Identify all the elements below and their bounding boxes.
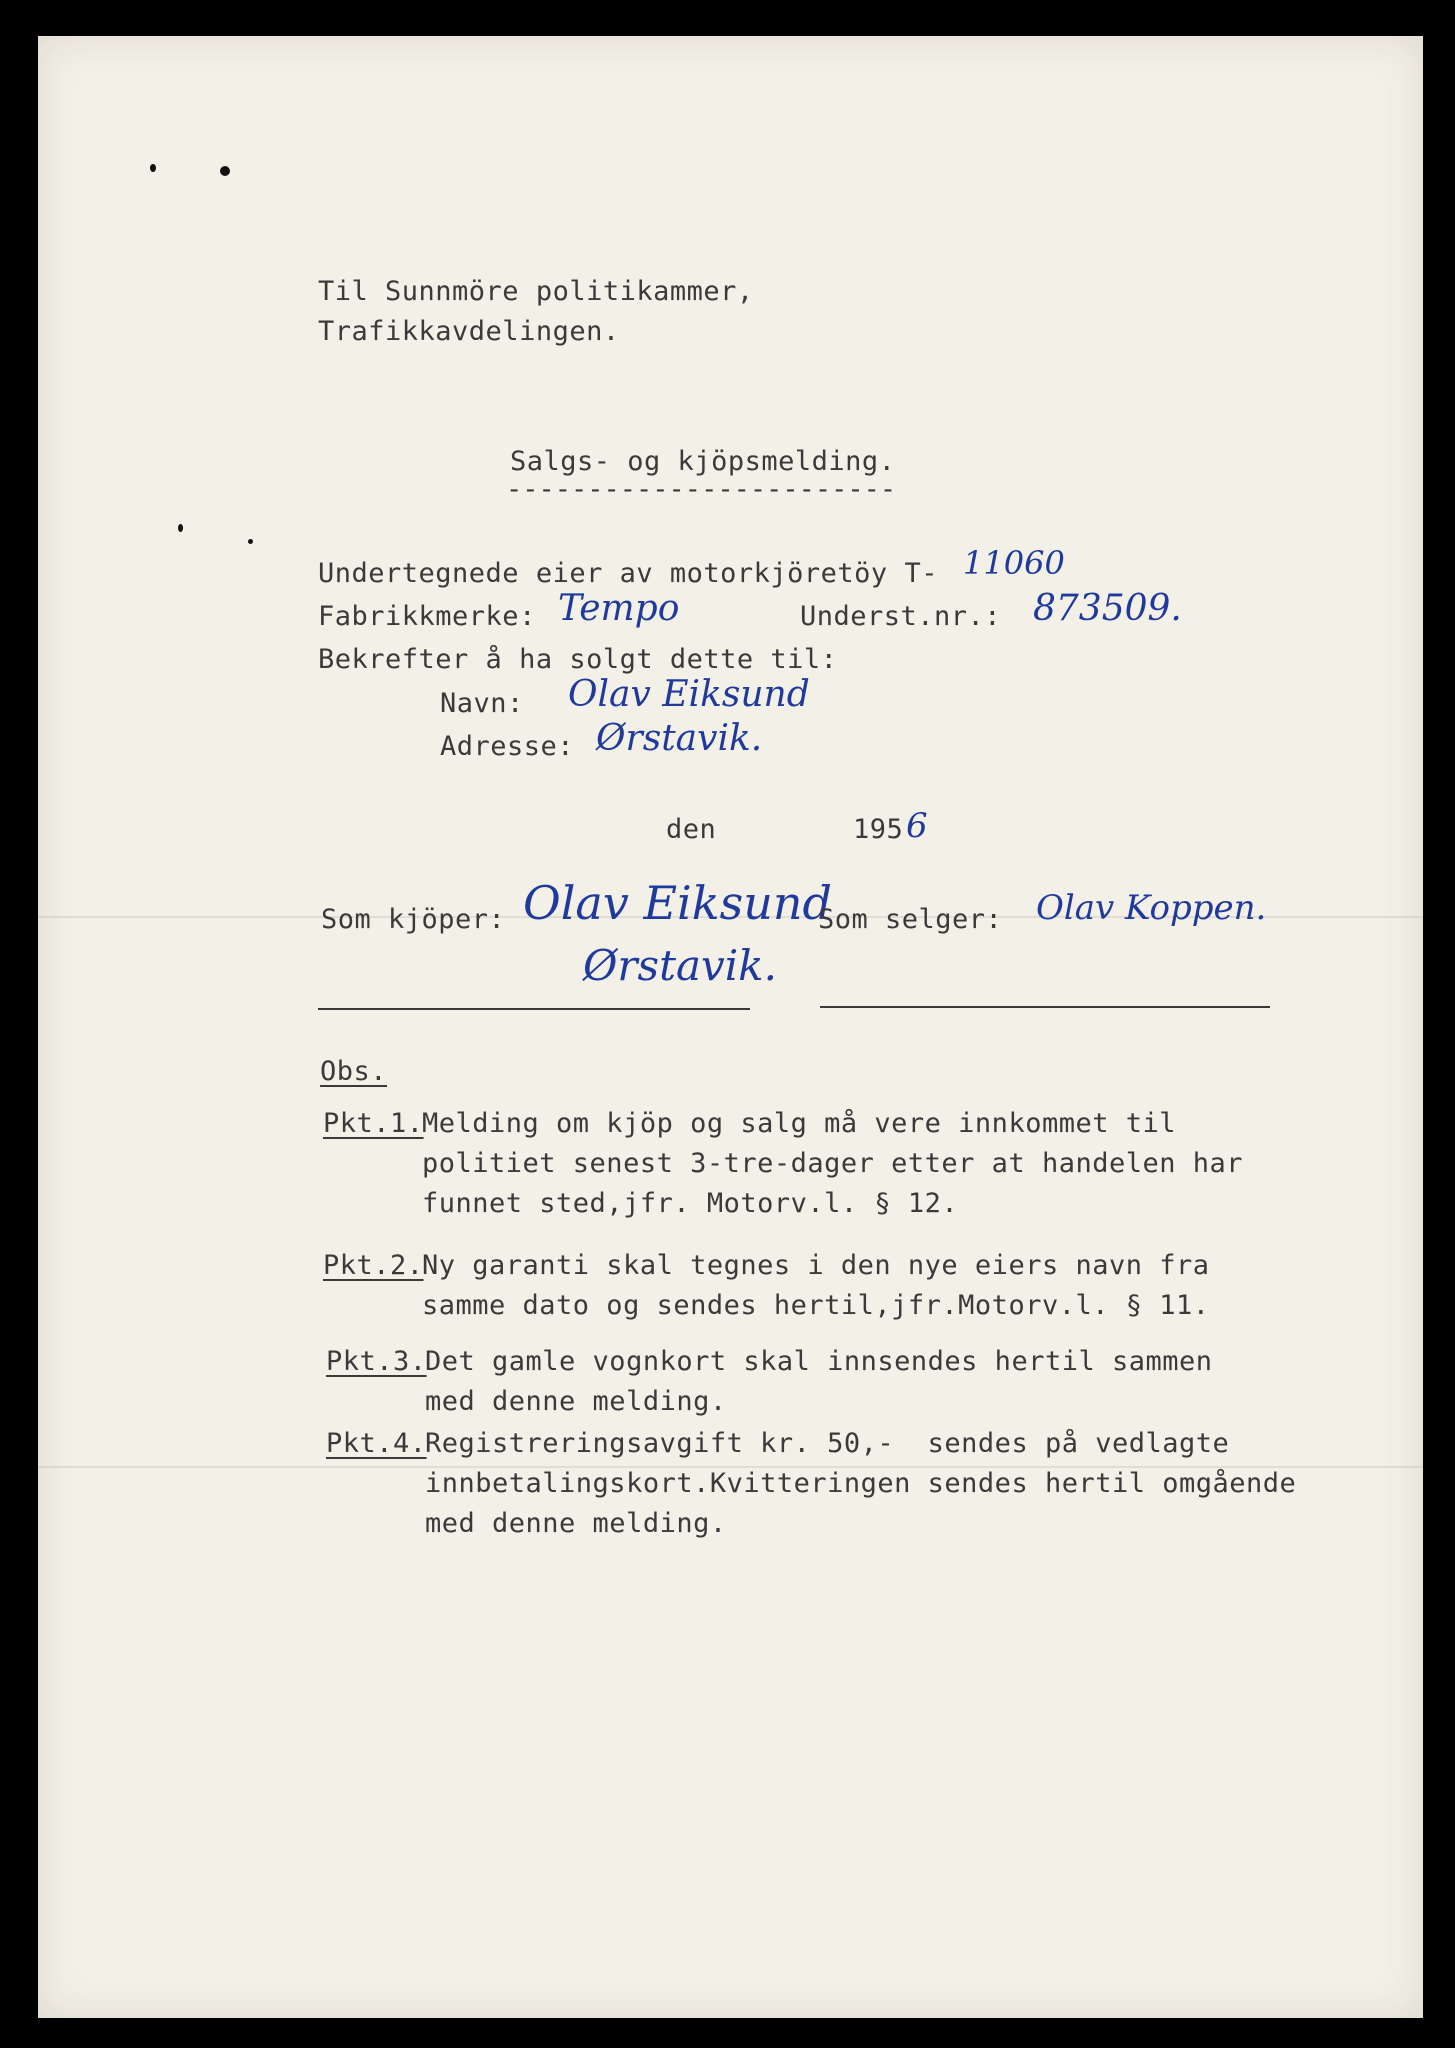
- note-1-line-3: funnet sted,jfr. Motorv.l. § 12.: [422, 1188, 959, 1219]
- note-4-line-2: innbetalingskort.Kvitteringen sendes hertil omgående: [425, 1468, 1297, 1499]
- buyer-label: Som kjöper:: [321, 904, 506, 935]
- title-dashed-underline: ------------------------: [506, 474, 897, 505]
- brand-label: Fabrikkmerke:: [318, 601, 536, 632]
- address-label: Adresse:: [440, 731, 575, 762]
- buyer-name-handwritten: Olav Eiksund: [568, 674, 810, 715]
- vehicle-number-handwritten: 11060: [963, 544, 1065, 582]
- note-1-line-1: Melding om kjöp og salg må vere innkommet til: [422, 1108, 1176, 1139]
- document-title: Salgs- og kjöpsmelding.: [510, 446, 896, 477]
- note-1-label: Pkt.1.: [323, 1108, 424, 1139]
- obs-heading: Obs.: [320, 1056, 388, 1087]
- brand-handwritten: Tempo: [558, 588, 680, 629]
- note-4-label: Pkt.4.: [326, 1428, 427, 1459]
- name-label: Navn:: [440, 688, 524, 719]
- seller-label: Som selger:: [818, 904, 1003, 935]
- date-year-typed: 195: [853, 814, 904, 845]
- vehicle-label: Undertegnede eier av motorkjöretöy T-: [318, 558, 938, 589]
- note-2-line-1: Ny garanti skal tegnes i den nye eiers navn fra: [422, 1250, 1210, 1281]
- buyer-address-handwritten: Ørstavik.: [596, 718, 763, 759]
- ink-speck: [220, 166, 230, 176]
- document-page: [38, 36, 1423, 2018]
- note-4-line-1: Registreringsavgift kr. 50,- sendes på vedlagte: [425, 1428, 1230, 1459]
- chassis-label: Underst.nr.:: [800, 601, 1002, 632]
- buyer-signature-line: [318, 1008, 750, 1010]
- seller-signature: Olav Koppen.: [1036, 888, 1267, 928]
- ink-speck: [248, 539, 253, 544]
- buyer-signature-place: Ørstavik.: [583, 941, 777, 990]
- recipient-line-1: Til Sunnmöre politikammer,: [318, 276, 754, 307]
- recipient-line-2: Trafikkavdelingen.: [318, 316, 620, 347]
- date-year-handwritten: 6: [906, 806, 928, 846]
- date-den-label: den: [666, 814, 717, 845]
- note-1-line-2: politiet senest 3-tre-dager etter at handelen har: [422, 1148, 1244, 1179]
- confirm-text: Bekrefter å ha solgt dette til:: [318, 644, 838, 675]
- chassis-number-handwritten: 873509.: [1033, 588, 1182, 629]
- note-3-label: Pkt.3.: [326, 1346, 427, 1377]
- note-3-line-1: Det gamle vognkort skal innsendes hertil sammen: [425, 1346, 1213, 1377]
- note-2-line-2: samme dato og sendes hertil,jfr.Motorv.l. § 11.: [422, 1290, 1210, 1321]
- buyer-signature: Olav Eiksund: [523, 876, 832, 930]
- seller-signature-line: [820, 1006, 1270, 1008]
- ink-speck: [150, 164, 156, 172]
- note-4-line-3: med denne melding.: [425, 1508, 727, 1539]
- ink-speck: [178, 524, 183, 532]
- note-3-line-2: med denne melding.: [425, 1386, 727, 1417]
- note-2-label: Pkt.2.: [323, 1250, 424, 1281]
